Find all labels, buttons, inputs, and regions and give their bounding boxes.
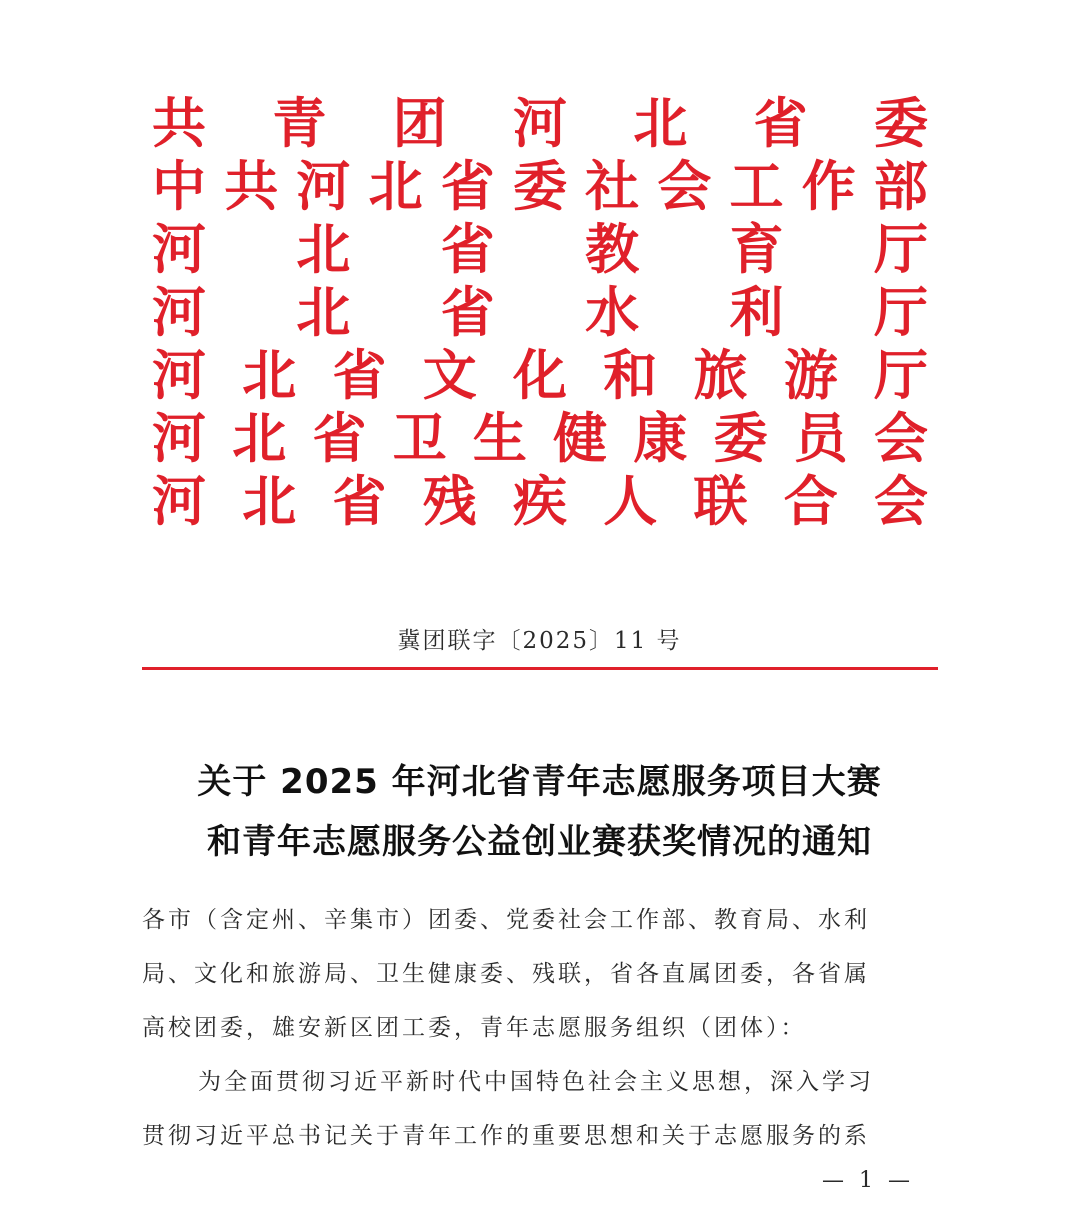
char: 化 [513,344,567,407]
org-line-culture-tourism [150,344,930,407]
org-line-health [150,407,930,470]
char: 生 [472,407,527,470]
char: 省 [440,281,495,344]
char: 北 [368,155,423,218]
char: 康 [633,407,688,470]
char: 委 [873,92,928,155]
char: 省 [753,92,808,155]
char: 省 [440,155,495,218]
char: 北 [242,344,297,407]
char: 旅 [693,344,748,407]
char: 社 [585,155,640,218]
char: 残 [422,470,477,533]
char: 合 [783,470,838,533]
char: 文 [422,344,477,407]
char: 委 [512,155,567,218]
red-divider [142,667,938,670]
char: 厅 [873,281,928,344]
char: 北 [232,407,287,470]
char: 北 [296,218,351,281]
org-line-water [150,281,930,344]
org-line-social-work [150,155,930,218]
org-line-disabled-federation [150,470,930,533]
char: 共 [224,155,279,218]
char: 河 [152,281,206,344]
char: 人 [603,470,658,533]
title-line-2: 和青年志愿服务公益创业赛获奖情况的通知 [207,822,872,862]
char: 部 [873,155,928,218]
char: 团 [392,92,447,155]
char: 育 [729,218,784,281]
char: 会 [873,407,928,470]
char: 联 [693,470,748,533]
char: 水 [585,281,640,344]
body-line: 各市（含定州、辛集市）团委、党委社会工作部、教育局、水利 [142,907,870,933]
char: 利 [729,281,784,344]
char: 作 [801,155,856,218]
char: 河 [296,155,351,218]
char: 和 [603,344,658,407]
org-line-youth-league [150,92,930,155]
char: 厅 [873,218,928,281]
char: 河 [152,344,206,407]
char: 河 [152,407,206,470]
title-line-1: 关于 2025 年河北省青年志愿服务项目大赛 [197,762,882,802]
char: 委 [713,407,768,470]
issuing-organizations-masthead [150,92,930,533]
body-line: 局、文化和旅游局、卫生健康委、残联，省各直属团委，各省属 [142,961,870,987]
char: 中 [152,155,206,218]
char: 省 [312,407,367,470]
char: 河 [512,92,567,155]
page-number: — 1 — [822,1168,914,1193]
char: 健 [553,407,608,470]
document-body [142,893,938,1163]
body-line: 为全面贯彻习近平新时代中国特色社会主义思想，深入学习 [198,1069,874,1095]
org-line-education [150,218,930,281]
char: 会 [657,155,712,218]
char: 员 [793,407,848,470]
body-line: 贯彻习近平总书记关于青年工作的重要思想和关于志愿服务的系 [142,1123,870,1149]
char: 游 [783,344,838,407]
char: 省 [332,344,387,407]
char: 卫 [392,407,447,470]
char: 厅 [874,344,928,407]
char: 工 [729,155,784,218]
char: 省 [332,470,387,533]
char: 北 [296,281,351,344]
char: 共 [152,92,206,155]
char: 河 [152,470,206,533]
char: 会 [874,470,928,533]
char: 省 [440,218,495,281]
char: 疾 [513,470,567,533]
document-title [0,752,1079,872]
char: 北 [242,470,297,533]
document-number: 冀团联字〔2025〕11 号 [397,628,682,654]
char: 青 [272,92,327,155]
char: 河 [152,218,206,281]
char: 北 [633,92,688,155]
char: 教 [585,218,640,281]
body-line: 高校团委，雄安新区团工委，青年志愿服务组织（团体）： [142,1015,807,1041]
